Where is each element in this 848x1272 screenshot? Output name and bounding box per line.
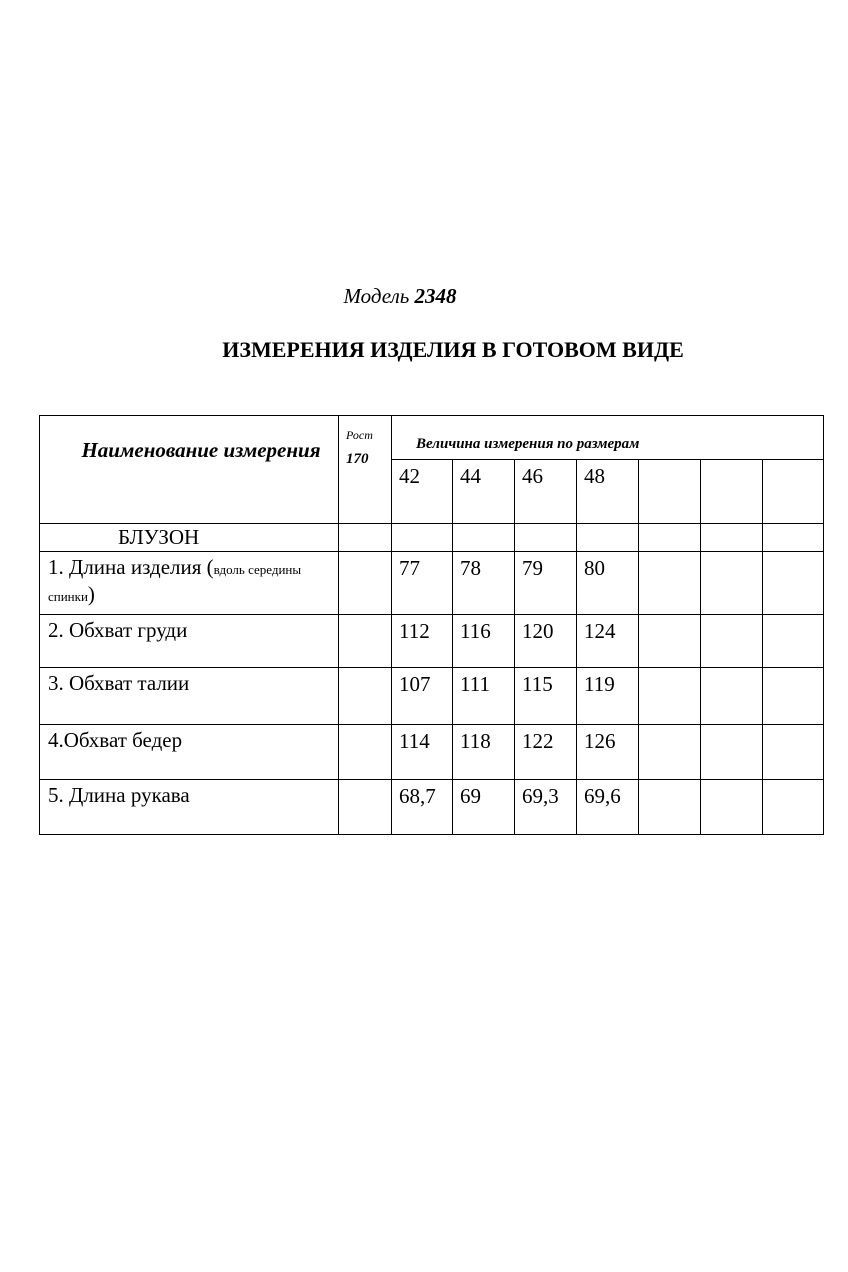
measurements-table bbox=[39, 415, 824, 835]
rost-empty-cell bbox=[339, 780, 392, 835]
value-cell bbox=[639, 552, 701, 615]
value-cell bbox=[639, 725, 701, 780]
empty-cell bbox=[392, 524, 453, 552]
empty-cell bbox=[763, 524, 824, 552]
value-cell bbox=[701, 725, 763, 780]
row-name: 3. Обхват талии bbox=[40, 668, 339, 725]
value-cell: 118 bbox=[453, 725, 515, 780]
value-cell: 111 bbox=[453, 668, 515, 725]
header-name-cell bbox=[40, 416, 339, 524]
header-row bbox=[40, 416, 824, 460]
size-cell: 46 bbox=[515, 460, 577, 524]
value-cell bbox=[763, 725, 824, 780]
value-cell: 107 bbox=[392, 668, 453, 725]
value-cell bbox=[639, 780, 701, 835]
value-cell bbox=[701, 615, 763, 668]
value-cell: 78 bbox=[453, 552, 515, 615]
value-cell bbox=[763, 668, 824, 725]
size-cell bbox=[701, 460, 763, 524]
rost-empty-cell bbox=[339, 615, 392, 668]
model-number: 2348 bbox=[414, 284, 457, 308]
value-cell: 124 bbox=[577, 615, 639, 668]
rost-empty-cell bbox=[339, 552, 392, 615]
value-cell bbox=[763, 552, 824, 615]
value-cell: 112 bbox=[392, 615, 453, 668]
value-cell: 80 bbox=[577, 552, 639, 615]
value-cell: 69,3 bbox=[515, 780, 577, 835]
row-name bbox=[40, 552, 339, 615]
value-cell: 79 bbox=[515, 552, 577, 615]
value-cell: 69 bbox=[453, 780, 515, 835]
row-name-close: ) bbox=[87, 582, 95, 606]
rost-value: 170 bbox=[346, 451, 369, 467]
size-cell: 42 bbox=[392, 460, 453, 524]
row-name-note: вдоль середины спинки bbox=[48, 562, 302, 604]
value-cell bbox=[763, 615, 824, 668]
rost-empty-cell bbox=[339, 668, 392, 725]
rost-cell bbox=[339, 416, 392, 524]
table-row bbox=[40, 615, 824, 668]
row-name: 5. Длина рукава bbox=[40, 780, 339, 835]
value-cell: 122 bbox=[515, 725, 577, 780]
value-cell: 68,7 bbox=[392, 780, 453, 835]
rost-label: Рост bbox=[346, 428, 373, 442]
row-name: 4.Обхват бедер bbox=[40, 725, 339, 780]
table-row bbox=[40, 552, 824, 615]
value-cell: 114 bbox=[392, 725, 453, 780]
model-label: Модель bbox=[343, 284, 410, 308]
size-cell bbox=[639, 460, 701, 524]
value-cell bbox=[701, 552, 763, 615]
model-line bbox=[0, 284, 800, 309]
empty-cell bbox=[577, 524, 639, 552]
header-name: Наименование измерения bbox=[81, 438, 321, 462]
section-row bbox=[40, 524, 824, 552]
value-cell: 77 bbox=[392, 552, 453, 615]
size-cell: 44 bbox=[453, 460, 515, 524]
row-name-main: 1. Длина изделия ( bbox=[48, 555, 214, 579]
rost-empty-cell bbox=[339, 725, 392, 780]
value-cell: 69,6 bbox=[577, 780, 639, 835]
size-cell: 48 bbox=[577, 460, 639, 524]
size-cell bbox=[763, 460, 824, 524]
empty-cell bbox=[639, 524, 701, 552]
empty-cell bbox=[453, 524, 515, 552]
value-cell bbox=[639, 615, 701, 668]
value-cell: 115 bbox=[515, 668, 577, 725]
document-title: ИЗМЕРЕНИЯ ИЗДЕЛИЯ В ГОТОВОМ ВИДЕ bbox=[222, 337, 684, 362]
value-cell: 126 bbox=[577, 725, 639, 780]
value-cell bbox=[639, 668, 701, 725]
value-cell bbox=[763, 780, 824, 835]
value-cell bbox=[701, 668, 763, 725]
value-cell: 119 bbox=[577, 668, 639, 725]
empty-cell bbox=[515, 524, 577, 552]
empty-cell bbox=[339, 524, 392, 552]
value-cell: 116 bbox=[453, 615, 515, 668]
table-row bbox=[40, 780, 824, 835]
section-title: БЛУЗОН bbox=[40, 524, 339, 552]
value-cell: 120 bbox=[515, 615, 577, 668]
value-cell bbox=[701, 780, 763, 835]
header-sizes: Величина измерения по размерам bbox=[392, 416, 824, 460]
table-row bbox=[40, 668, 824, 725]
row-name: 2. Обхват груди bbox=[40, 615, 339, 668]
empty-cell bbox=[701, 524, 763, 552]
table-row bbox=[40, 725, 824, 780]
